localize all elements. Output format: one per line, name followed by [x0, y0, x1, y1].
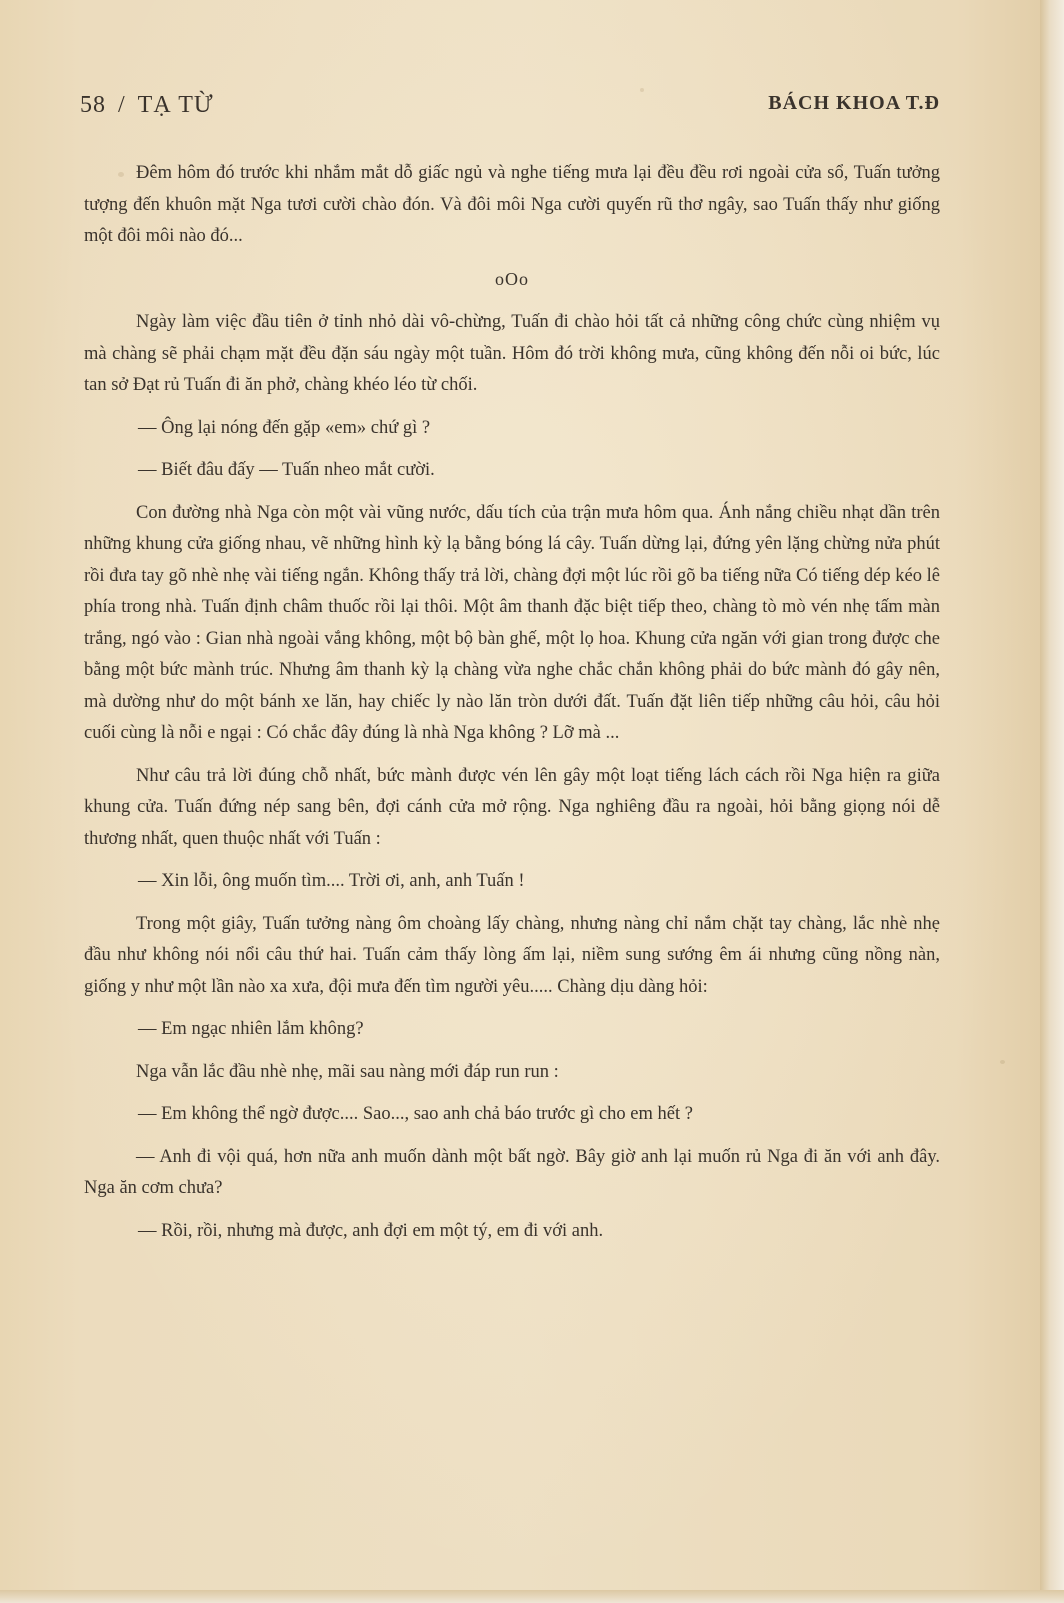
- dialogue-line: — Biết đâu đấy — Tuấn nheo mắt cười.: [138, 460, 435, 480]
- paragraph: Ngày làm việc đầu tiên ở tỉnh nhỏ dài vô-chừng, Tuấn đi chào hỏi tất cả những công chức cùng nhiệm vụ mà chàng sẽ phải chạm mặt đều đặn sáu ngày một tuần. Hôm đó trời không mưa, cũng không đến nỗi oi bức, lúc tan sở Đạt rủ Tuấn đi ăn phở, chàng khéo léo từ chối.: [84, 312, 940, 395]
- page-number: 58: [80, 92, 106, 118]
- dialogue-line: — Em ngạc nhiên lắm không?: [138, 1019, 364, 1039]
- page-header: [80, 92, 940, 126]
- header-separator: /: [118, 92, 126, 118]
- page-edge-bottom: [0, 1590, 1064, 1603]
- paragraph: Đêm hôm đó trước khi nhắm mắt dỗ giấc ngủ và nghe tiếng mưa lại đều đều rơi ngoài cửa sổ, Tuấn tưởng tượng đến khuôn mặt Nga tươi cười chào đón. Và đôi môi Nga cười quyến rũ thơ ngây, sao Tuấn thấy như giống một đôi môi nào đó...: [84, 163, 940, 246]
- paragraph: Nga vẫn lắc đầu nhè nhẹ, mãi sau nàng mới đáp run run :: [136, 1061, 559, 1082]
- dialogue-line: — Rồi, rồi, nhưng mà được, anh đợi em một tý, em đi với anh.: [138, 1220, 604, 1241]
- dialogue-line: — Xin lỗi, ông muốn tìm.... Trời ơi, anh, anh Tuấn !: [138, 871, 525, 891]
- paragraph: Con đường nhà Nga còn một vài vũng nước, dấu tích của trận mưa hôm qua. Ánh nắng chiều nhạt dần trên những khung cửa giống nhau, vẽ những hình kỳ lạ bằng bóng lá cây. Tuấn dừng lại, đứng yên lặng chừng nửa phút rồi đưa tay gõ nhè nhẹ vài tiếng ngắn. Không thấy trả lời, chàng đợi một lúc rồi gõ ba tiếng nữa Có tiếng dép kéo lê phía trong nhà. Tuấn định châm thuốc rồi lại thôi. Một âm thanh đặc biệt tiếp theo, chàng tò mò vén nhẹ tấm màn trắng, ngó vào : Gian nhà ngoài vắng không, một bộ bàn ghế, một lọ hoa. Khung cửa ngăn với gian trong được che bằng một bức mành trúc. Nhưng âm thanh kỳ lạ chàng vừa nghe chắc chắn không phải do bức mành đó gây nên, mà dường như do một bánh xe lăn, hay chiếc ly nào lăn tròn dưới đất. Tuấn đặt liên tiếp những câu hỏi, câu hỏi cuối cùng là nỗi e ngại : Có chắc đây đúng là nhà Nga không ? Lỡ mà ...: [84, 502, 940, 743]
- paragraph: Trong một giây, Tuấn tưởng nàng ôm choàng lấy chàng, nhưng nàng chỉ nắm chặt tay chàng, lắc nhè nhẹ đầu như không nói nổi câu thứ hai. Tuấn cảm thấy lòng ấm lại, niềm sung sướng êm ái nhưng cũng nồng nàn, giống y như một lần nào xa xưa, đội mưa đến tìm người yêu..... Chàng dịu dàng hỏi:: [84, 913, 940, 997]
- publication-title: BÁCH KHOA T.Đ: [768, 92, 940, 114]
- paragraph: — Anh đi vội quá, hơn nữa anh muốn dành một bất ngờ. Bây giờ anh lại muốn rủ Nga đi ăn với anh đây. Nga ăn cơm chưa?: [84, 1146, 940, 1198]
- author-name: TẠ TỪ: [137, 92, 214, 118]
- paper-stain: [1000, 1060, 1005, 1064]
- header-left: [80, 92, 214, 119]
- section-break: oOo: [495, 268, 529, 289]
- page-edge-right: [1040, 0, 1064, 1603]
- dialogue-line: — Em không thể ngờ được.... Sao..., sao anh chả báo trước gì cho em hết ?: [138, 1104, 693, 1124]
- dialogue-line: — Ông lại nóng đến gặp «em» chứ gì ?: [138, 417, 431, 438]
- story-text: [84, 158, 940, 1258]
- paragraph: Như câu trả lời đúng chỗ nhất, bức mành được vén lên gây một loạt tiếng lách cách rồi Nga hiện ra giữa khung cửa. Tuấn đứng nép sang bên, đợi cánh cửa mở rộng. Nga nghiêng đầu ra ngoài, hỏi bằng giọng nói dễ thương nhất, quen thuộc nhất với Tuấn :: [84, 765, 940, 849]
